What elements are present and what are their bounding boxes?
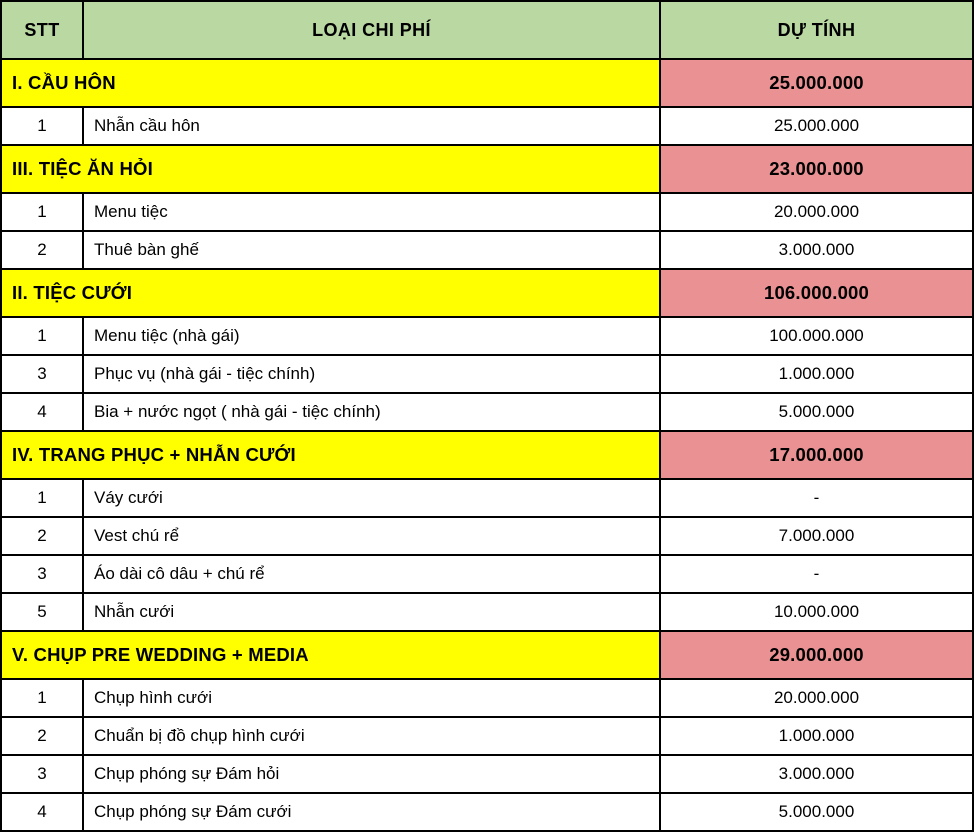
cell-cost-type[interactable]: Vest chú rể xyxy=(83,517,660,555)
table-body xyxy=(1,59,973,831)
table-row xyxy=(1,717,973,755)
table-row xyxy=(1,793,973,831)
cell-estimate[interactable]: 3.000.000 xyxy=(660,755,973,793)
table-row xyxy=(1,755,973,793)
cell-cost-type[interactable]: Váy cưới xyxy=(83,479,660,517)
table-row xyxy=(1,193,973,231)
cell-estimate[interactable]: 5.000.000 xyxy=(660,793,973,831)
cell-estimate[interactable]: 25.000.000 xyxy=(660,107,973,145)
header-row xyxy=(1,1,973,59)
cell-stt[interactable]: 1 xyxy=(1,479,83,517)
cell-cost-type[interactable]: Chuẩn bị đồ chụp hình cưới xyxy=(83,717,660,755)
section-total[interactable]: 25.000.000 xyxy=(660,59,973,107)
cell-stt[interactable]: 2 xyxy=(1,231,83,269)
cell-estimate[interactable]: 7.000.000 xyxy=(660,517,973,555)
section-row xyxy=(1,431,973,479)
section-row xyxy=(1,269,973,317)
section-title[interactable]: II. TIỆC CƯỚI xyxy=(1,269,660,317)
cell-stt[interactable]: 4 xyxy=(1,393,83,431)
cell-stt[interactable]: 3 xyxy=(1,755,83,793)
column-header-cost-type[interactable]: LOẠI CHI PHÍ xyxy=(83,1,660,59)
cell-cost-type[interactable]: Thuê bàn ghế xyxy=(83,231,660,269)
cell-estimate[interactable]: 5.000.000 xyxy=(660,393,973,431)
table-row xyxy=(1,107,973,145)
cell-cost-type[interactable]: Chụp phóng sự Đám hỏi xyxy=(83,755,660,793)
cell-estimate[interactable]: 1.000.000 xyxy=(660,717,973,755)
cell-cost-type[interactable]: Áo dài cô dâu + chú rể xyxy=(83,555,660,593)
table-row xyxy=(1,555,973,593)
table-row xyxy=(1,479,973,517)
cell-stt[interactable]: 3 xyxy=(1,555,83,593)
cell-stt[interactable]: 3 xyxy=(1,355,83,393)
table-row xyxy=(1,317,973,355)
cell-stt[interactable]: 2 xyxy=(1,717,83,755)
table-row xyxy=(1,355,973,393)
cell-stt[interactable]: 2 xyxy=(1,517,83,555)
cell-cost-type[interactable]: Menu tiệc xyxy=(83,193,660,231)
table-row xyxy=(1,393,973,431)
section-total[interactable]: 106.000.000 xyxy=(660,269,973,317)
cell-cost-type[interactable]: Chụp phóng sự Đám cưới xyxy=(83,793,660,831)
cell-stt[interactable]: 4 xyxy=(1,793,83,831)
cell-estimate[interactable]: 1.000.000 xyxy=(660,355,973,393)
section-total[interactable]: 23.000.000 xyxy=(660,145,973,193)
table-header xyxy=(1,1,973,59)
section-total[interactable]: 17.000.000 xyxy=(660,431,973,479)
cell-cost-type[interactable]: Chụp hình cưới xyxy=(83,679,660,717)
section-total[interactable]: 29.000.000 xyxy=(660,631,973,679)
section-title[interactable]: V. CHỤP PRE WEDDING + MEDIA xyxy=(1,631,660,679)
column-header-stt[interactable]: STT xyxy=(1,1,83,59)
cell-cost-type[interactable]: Phục vụ (nhà gái - tiệc chính) xyxy=(83,355,660,393)
table-row xyxy=(1,231,973,269)
cell-stt[interactable]: 5 xyxy=(1,593,83,631)
section-row xyxy=(1,631,973,679)
cell-stt[interactable]: 1 xyxy=(1,679,83,717)
cell-estimate[interactable]: 100.000.000 xyxy=(660,317,973,355)
section-title[interactable]: IV. TRANG PHỤC + NHẪN CƯỚI xyxy=(1,431,660,479)
section-title[interactable]: I. CẦU HÔN xyxy=(1,59,660,107)
cell-stt[interactable]: 1 xyxy=(1,107,83,145)
cell-cost-type[interactable]: Nhẫn cưới xyxy=(83,593,660,631)
cell-stt[interactable]: 1 xyxy=(1,193,83,231)
cell-stt[interactable]: 1 xyxy=(1,317,83,355)
table-row xyxy=(1,593,973,631)
column-header-estimate[interactable]: DỰ TÍNH xyxy=(660,1,973,59)
cell-estimate[interactable]: 20.000.000 xyxy=(660,679,973,717)
cell-estimate[interactable]: 20.000.000 xyxy=(660,193,973,231)
cell-estimate[interactable]: 3.000.000 xyxy=(660,231,973,269)
cell-cost-type[interactable]: Nhẫn cầu hôn xyxy=(83,107,660,145)
table-row xyxy=(1,679,973,717)
table-row xyxy=(1,517,973,555)
cell-estimate[interactable]: 10.000.000 xyxy=(660,593,973,631)
cell-cost-type[interactable]: Menu tiệc (nhà gái) xyxy=(83,317,660,355)
cell-estimate[interactable]: - xyxy=(660,555,973,593)
cell-estimate[interactable]: - xyxy=(660,479,973,517)
cell-cost-type[interactable]: Bia + nước ngọt ( nhà gái - tiệc chính) xyxy=(83,393,660,431)
section-row xyxy=(1,59,973,107)
section-title[interactable]: III. TIỆC ĂN HỎI xyxy=(1,145,660,193)
section-row xyxy=(1,145,973,193)
